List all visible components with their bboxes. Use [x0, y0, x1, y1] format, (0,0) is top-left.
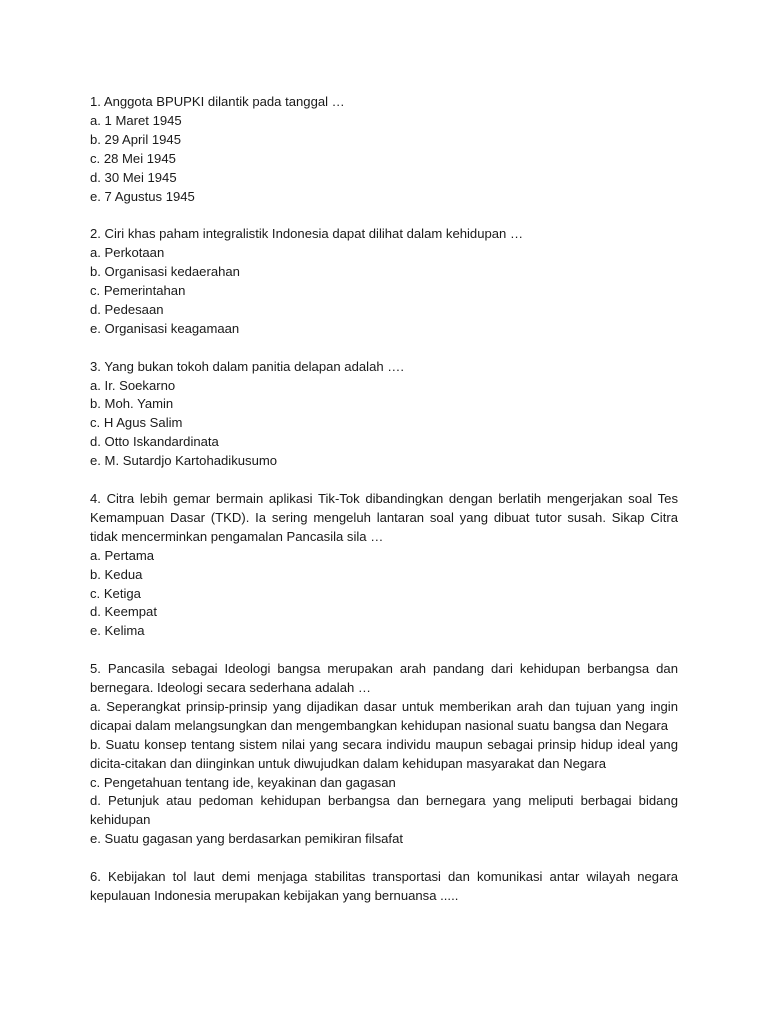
option-e: e. M. Sutardjo Kartohadikusumo [90, 453, 278, 469]
question-4 [90, 490, 678, 641]
option-e: e. Kelima [90, 623, 145, 639]
question-stem: 4. Citra lebih gemar bermain aplikasi Tik-Tok dibandingkan dengan berlatih mengerjakan soal Tes Kemampuan Dasar (TKD). Ia sering mengeluh lantaran soal yang dibuat tutor susah. Sikap Citra tidak mencerminkan pengamalan Pancasila sila … [90, 490, 678, 544]
option-a: a. Ir. Soekarno [90, 377, 176, 393]
option-b: b. Organisasi kedaerahan [90, 264, 240, 280]
option-b: b. Kedua [90, 566, 143, 582]
option-b: b. Suatu konsep tentang sistem nilai yang secara individu maupun sebagai prinsip hidup ideal yang dicita-citakan dan diinginkan untuk diwujudkan dalam kehidupan masyarakat dan Negara [90, 736, 678, 771]
question-stem: 2. Ciri khas paham integralistik Indonesia dapat dilihat dalam kehidupan … [90, 226, 524, 242]
option-d: d. Keempat [90, 604, 157, 620]
question-document [90, 93, 678, 925]
option-a: a. 1 Maret 1945 [90, 112, 182, 128]
option-e: e. 7 Agustus 1945 [90, 188, 195, 204]
option-d: d. 30 Mei 1945 [90, 169, 177, 185]
option-b: b. 29 April 1945 [90, 131, 181, 147]
option-a: a. Perkotaan [90, 245, 165, 261]
option-c: c. Pemerintahan [90, 283, 186, 299]
option-e: e. Suatu gagasan yang berdasarkan pemikiran filsafat [90, 831, 403, 847]
option-e: e. Organisasi keagamaan [90, 320, 240, 336]
option-a: a. Seperangkat prinsip-prinsip yang dijadikan dasar untuk memberikan arah dan tujuan yang ingin dicapai dalam melangsungkan dan mengembangkan kehidupan nasional suatu bangsa dan Negara [90, 698, 678, 733]
option-c: c. Pengetahuan tentang ide, keyakinan dan gagasan [90, 774, 396, 790]
question-3 [90, 358, 678, 471]
question-stem: 5. Pancasila sebagai Ideologi bangsa merupakan arah pandang dari kehidupan berbangsa dan bernegara. Ideologi secara sederhana adalah … [90, 661, 678, 696]
option-c: c. 28 Mei 1945 [90, 150, 176, 166]
option-d: d. Petunjuk atau pedoman kehidupan berbangsa dan bernegara yang meliputi berbagai bidang kehidupan [90, 793, 678, 828]
question-stem: 3. Yang bukan tokoh dalam panitia delapan adalah …. [90, 358, 405, 374]
option-b: b. Moh. Yamin [90, 396, 174, 412]
question-5 [90, 660, 678, 849]
question-6 [90, 868, 678, 906]
question-stem: 1. Anggota BPUPKI dilantik pada tanggal … [90, 94, 345, 109]
option-c: c. Ketiga [90, 585, 141, 601]
option-c: c. H Agus Salim [90, 415, 183, 431]
option-a: a. Pertama [90, 547, 155, 563]
question-stem: 6. Kebijakan tol laut demi menjaga stabilitas transportasi dan komunikasi antar wilayah negara kepulauan Indonesia merupakan kebijakan yang bernuansa ..... [90, 869, 678, 903]
option-d: d. Otto Iskandardinata [90, 434, 219, 450]
question-1 [90, 93, 678, 206]
option-d: d. Pedesaan [90, 301, 164, 317]
question-2 [90, 225, 678, 338]
